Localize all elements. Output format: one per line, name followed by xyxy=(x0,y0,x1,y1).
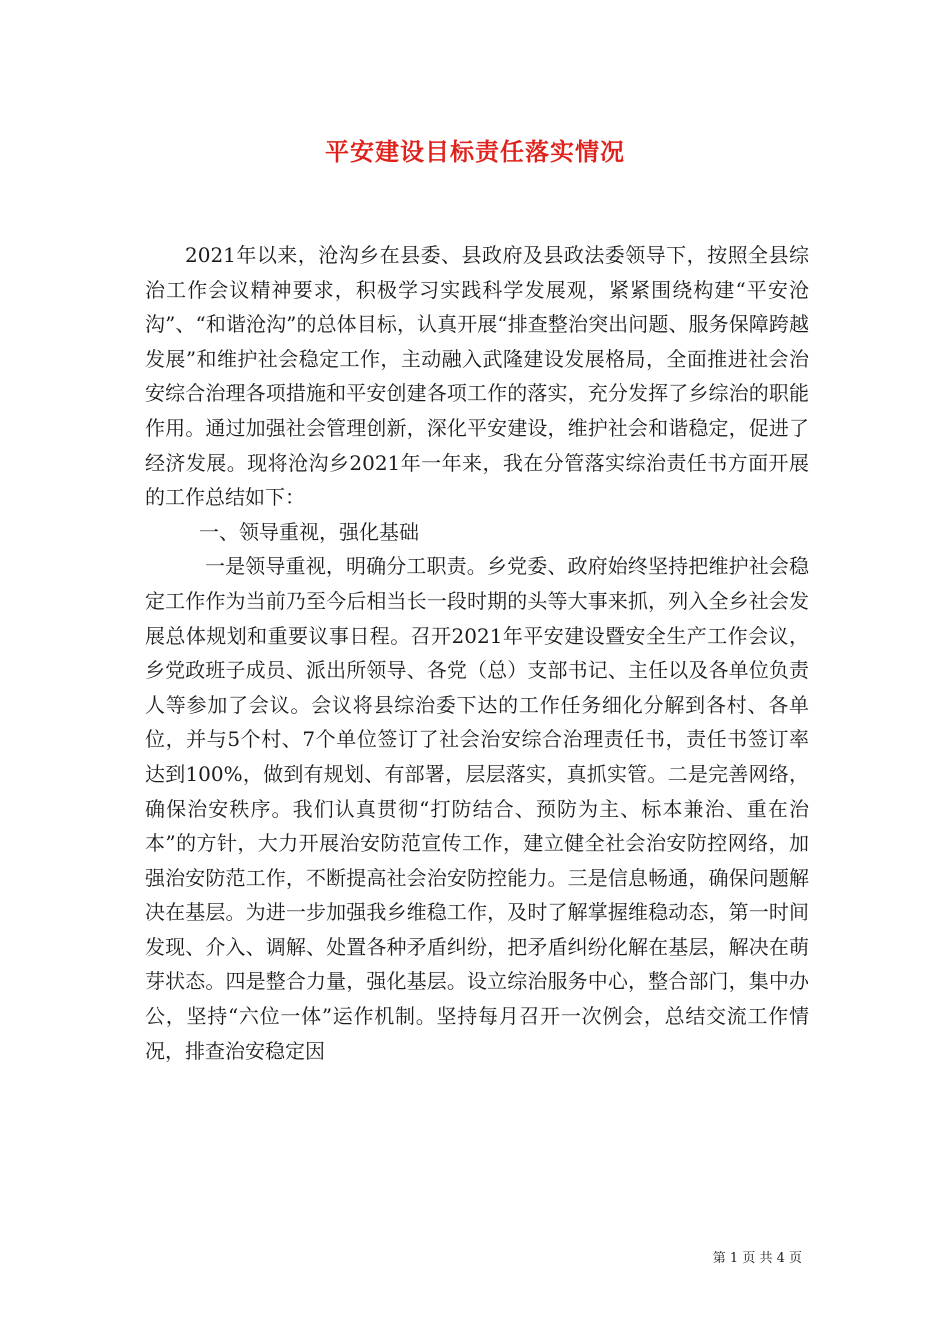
document-title: 平安建设目标责任落实情况 xyxy=(325,137,625,166)
page-number: 第 1 页 共 4 页 xyxy=(712,1251,802,1266)
intro-paragraph: 2021年以来，沧沟乡在县委、县政府及县政法委领导下，按照全县综治工作会议精神要求，积极学习实践科学发展观，紧紧围绕构建“平安沧沟”、“和谐沧沟”的总体目标，认真开展“排查整治突出问题、服务保障跨越发展”和维护社会稳定工作，主动融入武隆建设发展格局，全面推进社会治安综合治理各项措施和平安创建各项工作的落实，充分发挥了乡综治的职能作用。通过加强社会管理创新，深化平安建设，维护社会和谐稳定，促进了经济发展。现将沧沟乡2021年一年来，我在分管落实综治责任书方面开展的工作总结如下： xyxy=(145,243,809,510)
body-paragraph: 一是领导重视，明确分工职责。乡党委、政府始终坚持把维护社会稳定工作作为当前乃至今后相当长一段时期的头等大事来抓，列入全乡社会发展总体规划和重要议事日程。召开2021年平安建设暨安全生产工作会议，乡党政班子成员、派出所领导、各党（总）支部书记、主任以及各单位负责人等参加了会议。会议将县综治委下达的工作任务细化分解到各村、各单位，并与5个村、7个单位签订了社会治安综合治理责任书，责任书签订率达到100%，做到有规划、有部署，层层落实，真抓实管。二是完善网络，确保治安秩序。我们认真贯彻“打防结合、预防为主、标本兼治、重在治本”的方针，大力开展治安防范宣传工作，建立健全社会治安防控网络，加强治安防范工作，不断提高社会治安防控能力。三是信息畅通，确保问题解决在基层。为进一步加强我乡维稳工作，及时了解掌握维稳动态，第一时间发现、介入、调解、处置各种矛盾纠纷，把矛盾纠纷化解在基层，解决在萌芽状态。四是整合力量，强化基层。设立综治服务中心，整合部门，集中办公，坚持“六位一体”运作机制。坚持每月召开一次例会，总结交流工作情况，排查治安稳定因 xyxy=(145,554,809,1063)
section-heading: 一、领导重视，强化基础 xyxy=(199,519,419,544)
document-body xyxy=(145,238,809,1068)
